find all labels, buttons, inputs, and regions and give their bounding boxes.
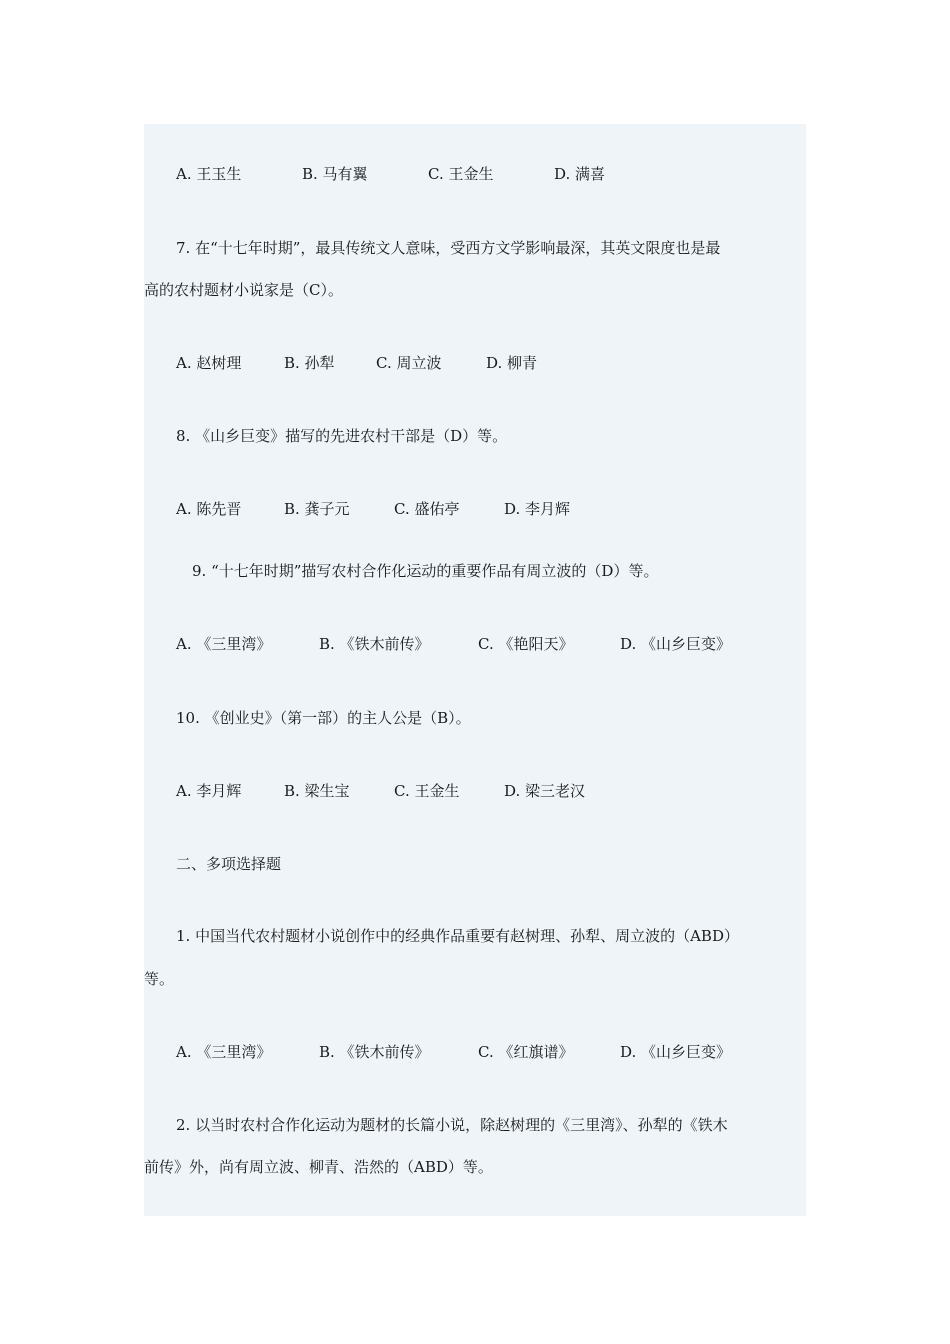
q6-option-d: D. 满喜 <box>554 165 606 183</box>
q10-option-b: B. 梁生宝 <box>284 782 350 800</box>
q10-question: 10. 《创业史》（第一部）的主人公是（B）。 <box>176 709 471 727</box>
document-page <box>144 124 806 1216</box>
q8-question: 8. 《山乡巨变》描写的先进农村干部是（D）等。 <box>176 427 508 445</box>
q7-question-line2: 高的农村题材小说家是（C）。 <box>144 281 343 299</box>
section-heading-multiple-choice: 二、多项选择题 <box>176 855 282 873</box>
q8-option-a: A. 陈先晋 <box>176 500 242 518</box>
q7-question-line1: 7. 在“十七年时期”，最具传统文人意味，受西方文学影响最深，其英文限度也是最 <box>176 239 721 257</box>
q7-option-c: C. 周立波 <box>376 354 442 372</box>
m1-question-line2: 等。 <box>144 970 175 988</box>
q6-option-a: A. 王玉生 <box>176 165 242 183</box>
q8-option-b: B. 龚子元 <box>284 500 350 518</box>
q7-option-d: D. 柳青 <box>486 354 538 372</box>
q9-option-c: C. 《艳阳天》 <box>478 635 574 653</box>
q9-option-b: B. 《铁木前传》 <box>319 635 430 653</box>
m2-question-line1: 2. 以当时农村合作化运动为题材的长篇小说，除赵树理的《三里湾》、孙犁的《铁木 <box>176 1116 728 1134</box>
q10-option-a: A. 李月辉 <box>176 782 242 800</box>
q10-option-c: C. 王金生 <box>394 782 460 800</box>
m1-option-a: A. 《三里湾》 <box>176 1043 272 1061</box>
q9-option-d: D. 《山乡巨变》 <box>620 635 732 653</box>
q9-question: 9. “十七年时期”描写农村合作化运动的重要作品有周立波的（D）等。 <box>192 562 659 580</box>
m1-question-line1: 1. 中国当代农村题材小说创作中的经典作品重要有赵树理、孙犁、周立波的（ABD） <box>176 927 739 945</box>
q9-option-a: A. 《三里湾》 <box>176 635 272 653</box>
q7-option-a: A. 赵树理 <box>176 354 242 372</box>
m1-option-d: D. 《山乡巨变》 <box>620 1043 732 1061</box>
q8-option-d: D. 李月辉 <box>504 500 571 518</box>
q6-option-b: B. 马有翼 <box>302 165 368 183</box>
q10-option-d: D. 梁三老汉 <box>504 782 586 800</box>
q6-option-c: C. 王金生 <box>428 165 494 183</box>
m2-question-line2: 前传》外，尚有周立波、柳青、浩然的（ABD）等。 <box>144 1158 493 1176</box>
m1-option-c: C. 《红旗谱》 <box>478 1043 574 1061</box>
q7-option-b: B. 孙犁 <box>284 354 335 372</box>
q8-option-c: C. 盛佑亭 <box>394 500 460 518</box>
m1-option-b: B. 《铁木前传》 <box>319 1043 430 1061</box>
